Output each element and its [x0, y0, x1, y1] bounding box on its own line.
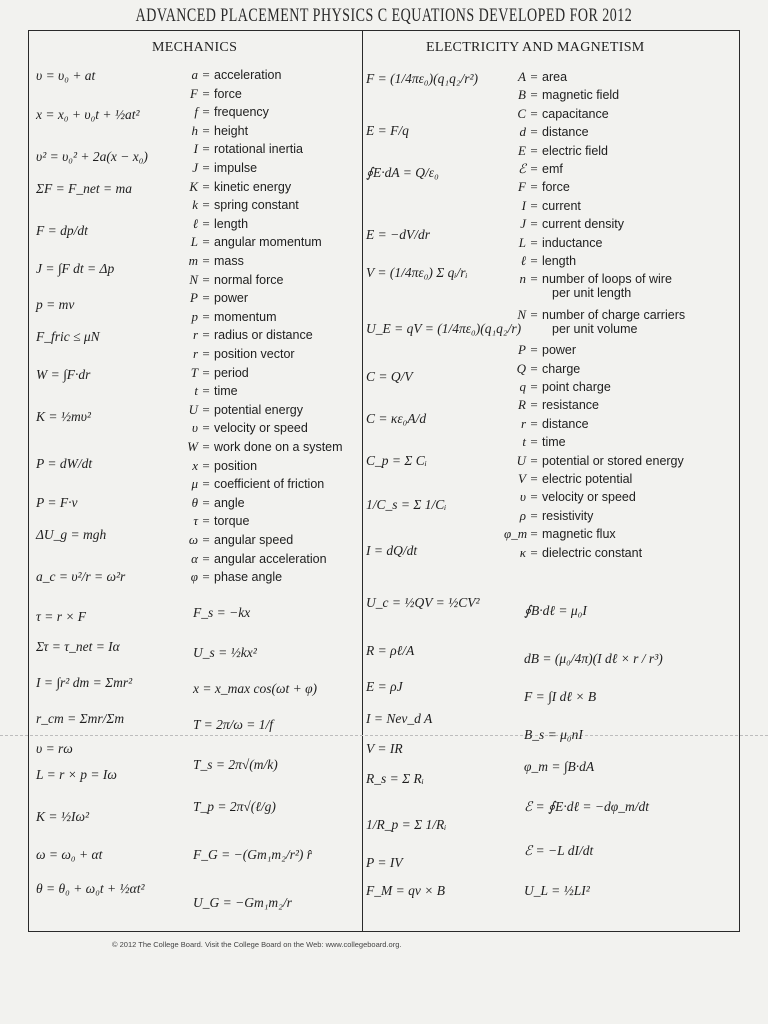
equation: p = mv — [36, 297, 75, 312]
equals-sign: = — [202, 253, 210, 268]
equation: F = (1/4πε₀)(q₁q₂/r²) — [366, 71, 479, 86]
variable-meaning: angular speed — [214, 533, 294, 547]
equals-sign: = — [202, 513, 210, 529]
variable-symbol: P — [190, 290, 198, 306]
equals-sign: = — [202, 215, 210, 231]
equals-sign: = — [530, 234, 538, 250]
variable-meaning: period — [214, 365, 249, 380]
variable-symbol: K — [189, 178, 198, 194]
equals-sign: = — [530, 87, 538, 103]
variable-definition — [504, 271, 672, 301]
equation: υ² = υ₀² + 2a(x − x₀) — [36, 149, 148, 164]
equation: T = 2π/ω = 1/f — [193, 717, 274, 732]
variable-symbol: L — [518, 234, 526, 250]
equals-sign: = — [530, 105, 538, 121]
variable-symbol: U — [188, 401, 198, 417]
variable-meaning: spring constant — [214, 198, 299, 213]
equation: I = dQ/dt — [366, 543, 418, 558]
equation: Στ = τ_net = Iα — [36, 639, 120, 654]
equation: F = ∫I dℓ × B — [524, 689, 597, 704]
variable-definition — [504, 180, 570, 194]
variable-definition — [504, 125, 589, 139]
variable-meaning: resistivity — [542, 508, 594, 523]
variable-definition — [504, 362, 580, 376]
equation: C = Q/V — [366, 369, 413, 384]
equation: R_s = Σ Rᵢ — [366, 771, 424, 786]
equals-sign: = — [202, 122, 210, 138]
equals-sign: = — [202, 383, 210, 399]
variable-meaning: impulse — [214, 161, 258, 175]
variable-meaning: charge — [542, 361, 581, 376]
em-heading: ELECTRICITY AND MAGNETISM — [426, 40, 645, 55]
equals-sign: = — [530, 216, 538, 232]
variable-meaning: force — [214, 86, 242, 101]
variable-definition — [504, 70, 567, 84]
variable-symbol: R — [518, 397, 526, 413]
variable-definition — [176, 366, 249, 380]
variable-symbol: υ — [192, 420, 198, 436]
variable-meaning: rotational inertia — [214, 142, 303, 157]
variable-symbol: r — [520, 415, 526, 431]
equals-sign: = — [530, 142, 538, 158]
variable-meaning: power — [542, 343, 577, 358]
variable-meaning: potential energy — [214, 402, 303, 417]
variable-definition — [176, 87, 242, 101]
variable-meaning: length — [542, 254, 577, 268]
variable-meaning: torque — [214, 514, 250, 529]
equation: R = ρℓ/A — [366, 643, 415, 658]
equation: P = dW/dt — [36, 456, 93, 471]
variable-definition — [176, 273, 283, 287]
variable-meaning: emf — [542, 162, 563, 176]
equation: x = x_max cos(ωt + φ) — [193, 681, 318, 696]
variable-meaning: distance — [542, 416, 589, 431]
variable-meaning: current density — [542, 217, 624, 232]
column-divider — [362, 30, 363, 932]
variable-meaning: kinetic energy — [214, 179, 292, 194]
variable-meaning: magnetic field — [542, 88, 620, 103]
variable-definition — [176, 291, 248, 305]
equation: F_s = −kx — [193, 605, 251, 620]
equation: L = r × p = Iω — [36, 767, 117, 782]
variable-definition — [176, 440, 343, 454]
variable-symbol: φ — [190, 569, 198, 585]
variable-meaning-continued: per unit length — [552, 286, 632, 301]
equation: V = (1/4πε₀) Σ qᵢ/rᵢ — [366, 265, 468, 280]
equation: ΔU_g = mgh — [36, 527, 107, 542]
variable-definition — [504, 490, 636, 504]
variable-symbol: t — [522, 434, 526, 450]
variable-meaning: dielectric constant — [542, 545, 643, 560]
equals-sign: = — [530, 526, 538, 542]
variable-symbol: τ — [193, 513, 198, 529]
equation: F = dp/dt — [36, 223, 88, 238]
equals-sign: = — [530, 507, 538, 523]
equation: P = F·v — [36, 495, 78, 510]
equation: J = ∫F dt = Δp — [36, 261, 115, 276]
equation: B_s = μ₀nI — [524, 727, 583, 742]
equation: U_c = ½QV = ½CV² — [366, 595, 480, 610]
variable-definition — [504, 472, 632, 486]
equals-sign: = — [530, 253, 538, 268]
equals-sign: = — [202, 420, 210, 436]
equation: F_M = qv × B — [366, 883, 445, 898]
equals-sign: = — [202, 141, 210, 157]
equation: U_E = qV = (1/4πε₀)(q₁q₂/r) — [366, 321, 522, 336]
variable-meaning: coefficient of friction — [214, 477, 325, 492]
equation: 1/R_p = Σ 1/Rᵢ — [366, 817, 447, 832]
variable-symbol: J — [192, 160, 198, 175]
equation: K = ½mυ² — [36, 409, 91, 424]
equation: K = ½Iω² — [36, 809, 90, 824]
variable-symbol: A — [518, 69, 526, 84]
equation: υ = υ₀ + at — [36, 68, 96, 83]
variable-meaning: mass — [214, 254, 244, 268]
variable-symbol: F — [190, 85, 198, 101]
equals-sign: = — [202, 494, 210, 510]
equation: ω = ω₀ + αt — [36, 847, 103, 862]
equals-sign: = — [202, 67, 210, 82]
variable-meaning: electric field — [542, 143, 608, 158]
variable-symbol: L — [190, 234, 198, 250]
variable-symbol: ℰ — [518, 161, 526, 176]
variable-definition — [504, 380, 611, 394]
equation: ∮E·dA = Q/ε₀ — [366, 165, 439, 180]
equation: ΣF = F_net = ma — [36, 181, 132, 196]
variable-meaning: power — [214, 291, 249, 306]
equation: I = Nev_d A — [366, 711, 433, 726]
variable-symbol: N — [517, 306, 526, 322]
variable-meaning: inductance — [542, 235, 603, 250]
variable-meaning: area — [542, 70, 568, 84]
variable-symbol: t — [194, 383, 198, 399]
variable-definition — [176, 235, 322, 249]
variable-definition — [504, 162, 563, 176]
equation: τ = r × F — [36, 609, 87, 624]
equation: U_s = ½kx² — [193, 645, 257, 660]
variable-definition — [504, 343, 576, 357]
variable-symbol: k — [192, 197, 198, 213]
variable-symbol: N — [189, 271, 198, 287]
equation: T_p = 2π√(ℓ/g) — [193, 799, 276, 814]
variable-symbol: q — [519, 379, 526, 394]
variable-meaning: position vector — [214, 347, 295, 361]
variable-symbol: f — [194, 104, 198, 120]
variable-symbol: I — [193, 141, 198, 157]
variable-meaning: number of loops of wire — [542, 272, 672, 287]
variable-symbol: n — [519, 271, 526, 287]
variable-symbol: J — [520, 216, 526, 232]
variable-meaning: velocity or speed — [542, 490, 636, 505]
variable-meaning: momentum — [214, 309, 277, 324]
variable-symbol: υ — [520, 489, 526, 505]
variable-symbol: α — [191, 550, 198, 566]
variable-meaning: angular momentum — [214, 235, 322, 250]
variable-meaning: potential or stored energy — [542, 453, 684, 468]
variable-symbol: P — [518, 342, 526, 358]
equals-sign: = — [202, 197, 210, 213]
variable-definition — [504, 435, 566, 449]
equals-sign: = — [530, 179, 538, 195]
variable-meaning: number of charge carriers — [542, 307, 686, 322]
variable-symbol: x — [192, 457, 198, 473]
variable-symbol: p — [191, 308, 198, 324]
equation: ℰ = ∮E·dℓ = −dφ_m/dt — [524, 799, 650, 814]
variable-definition — [504, 527, 616, 541]
variable-symbol: C — [517, 105, 526, 121]
variable-meaning: acceleration — [214, 68, 282, 82]
equation: E = −dV/dr — [366, 227, 430, 242]
equation: dB = (μ₀/4π)(I dℓ × r / r³) — [524, 651, 663, 666]
variable-definition — [176, 68, 281, 82]
variable-symbol: ℓ — [192, 215, 198, 231]
equals-sign: = — [202, 401, 210, 417]
equals-sign: = — [202, 308, 210, 324]
equation: P = IV — [366, 855, 403, 870]
equals-sign: = — [530, 69, 538, 84]
variable-symbol: T — [190, 364, 198, 380]
variable-definition — [176, 570, 282, 584]
variable-definition — [176, 142, 303, 156]
variable-definition — [176, 328, 313, 342]
equals-sign: = — [202, 550, 210, 566]
variable-meaning: radius or distance — [214, 328, 313, 343]
variable-meaning: capacitance — [542, 106, 609, 121]
variable-definition — [176, 347, 295, 361]
equation: r_cm = Σmr/Σm — [36, 711, 125, 726]
equals-sign: = — [530, 360, 538, 376]
variable-definition — [176, 384, 238, 398]
equation: E = ρJ — [366, 679, 403, 694]
variable-symbol: E — [518, 142, 526, 158]
equation: θ = θ₀ + ω₀t + ½αt² — [36, 881, 145, 896]
equation: C_p = Σ Cᵢ — [366, 453, 427, 468]
equals-sign: = — [202, 457, 210, 473]
variable-definition — [504, 217, 624, 231]
equation: a_c = υ²/r = ω²r — [36, 569, 126, 584]
variable-definition — [504, 398, 599, 412]
equals-sign: = — [202, 290, 210, 306]
variable-definition — [176, 421, 308, 435]
variable-definition — [504, 236, 602, 250]
variable-definition — [176, 124, 248, 138]
equation: F_fric ≤ μN — [36, 329, 100, 344]
variable-symbol: V — [518, 471, 526, 486]
variable-symbol: μ — [191, 476, 198, 492]
variable-meaning: velocity or speed — [214, 421, 308, 436]
equals-sign: = — [530, 434, 538, 450]
variable-meaning: work done on a system — [214, 440, 343, 454]
equals-sign: = — [202, 178, 210, 194]
equals-sign: = — [202, 476, 210, 492]
equals-sign: = — [202, 346, 210, 361]
variable-symbol: h — [191, 122, 198, 138]
variable-definition — [176, 477, 324, 491]
equation: ∮B·dℓ = μ₀I — [524, 603, 587, 618]
variable-symbol: r — [192, 327, 198, 343]
variable-definition — [176, 496, 245, 510]
equals-sign: = — [530, 452, 538, 468]
variable-definition — [504, 199, 581, 213]
variable-meaning: distance — [542, 125, 589, 140]
variable-definition — [176, 254, 244, 268]
variable-meaning: frequency — [214, 105, 269, 120]
variable-definition — [176, 217, 248, 231]
equation: E = F/q — [366, 123, 409, 138]
variable-symbol: ρ — [519, 507, 526, 523]
equation: ℰ = −L dI/dt — [524, 843, 594, 858]
variable-definition — [504, 417, 589, 431]
equation: U_G = −Gm₁m₂/r — [193, 895, 292, 910]
variable-symbol: m — [188, 253, 198, 268]
variable-definition — [176, 198, 299, 212]
variable-symbol: a — [191, 67, 198, 82]
equals-sign: = — [530, 544, 538, 560]
variable-meaning: magnetic flux — [542, 527, 616, 542]
variable-definition — [504, 107, 609, 121]
equals-sign: = — [202, 271, 210, 287]
variable-symbol: ℓ — [520, 253, 526, 268]
variable-meaning: phase angle — [214, 570, 283, 585]
equals-sign: = — [530, 415, 538, 431]
equation: φ_m = ∫B·dA — [524, 759, 595, 774]
variable-meaning: height — [214, 123, 249, 138]
variable-meaning: angle — [214, 495, 245, 510]
variable-definition — [176, 459, 257, 473]
variable-definition — [504, 144, 608, 158]
equals-sign: = — [202, 327, 210, 343]
variable-definition — [504, 454, 684, 468]
equals-sign: = — [530, 271, 538, 287]
variable-symbol: U — [516, 452, 526, 468]
variable-definition — [504, 254, 576, 268]
variable-symbol: F — [518, 179, 526, 195]
variable-meaning: length — [214, 216, 249, 231]
variable-definition — [504, 306, 686, 336]
equals-sign: = — [202, 85, 210, 101]
equation: U_L = ½LI² — [524, 883, 590, 898]
equals-sign: = — [202, 104, 210, 120]
variable-meaning: position — [214, 458, 258, 473]
variable-meaning: normal force — [214, 272, 284, 287]
variable-symbol: θ — [191, 494, 198, 510]
variable-symbol: φ_m — [504, 526, 528, 542]
equation: W = ∫F·dr — [36, 367, 91, 382]
variable-definition — [176, 310, 277, 324]
equals-sign: = — [530, 379, 538, 394]
variable-symbol: ω — [188, 532, 198, 547]
equation: 1/C_s = Σ 1/Cᵢ — [366, 497, 447, 512]
equals-sign: = — [530, 342, 538, 358]
variable-definition — [176, 161, 257, 175]
variable-symbol: Q — [516, 360, 526, 376]
equals-sign: = — [530, 197, 538, 213]
variable-symbol: I — [521, 197, 526, 213]
equation: υ = rω — [36, 741, 73, 756]
variable-meaning-continued: per unit volume — [552, 321, 638, 336]
equation: x = x₀ + υ₀t + ½at² — [36, 107, 140, 122]
equals-sign: = — [202, 569, 210, 585]
variable-symbol: W — [187, 439, 198, 454]
variable-definition — [176, 552, 327, 566]
variable-definition — [504, 546, 642, 560]
equals-sign: = — [530, 489, 538, 505]
equation: F_G = −(Gm₁m₂/r²) r̂ — [193, 847, 313, 862]
variable-definition — [504, 509, 593, 523]
variable-definition — [176, 403, 303, 417]
page-title: ADVANCED PLACEMENT PHYSICS C EQUATIONS DEVELOPED FOR 2012 — [135, 6, 633, 27]
equals-sign: = — [530, 124, 538, 140]
equation: C = κε₀A/d — [366, 411, 427, 426]
variable-meaning: time — [542, 435, 566, 450]
equals-sign: = — [202, 160, 210, 175]
variable-definition — [176, 533, 293, 547]
variable-definition — [176, 514, 249, 528]
equation: V = IR — [366, 741, 403, 756]
equation: T_s = 2π√(m/k) — [193, 757, 278, 772]
variable-meaning: electric potential — [542, 472, 633, 486]
equals-sign: = — [202, 439, 210, 454]
equals-sign: = — [530, 161, 538, 176]
variable-meaning: force — [542, 180, 570, 195]
variable-definition — [176, 105, 269, 119]
equals-sign: = — [202, 234, 210, 250]
variable-symbol: r — [192, 346, 198, 361]
variable-definition — [504, 88, 619, 102]
equals-sign: = — [202, 532, 210, 547]
mechanics-heading: MECHANICS — [152, 40, 238, 55]
equation: I = ∫r² dm = Σmr² — [36, 675, 133, 690]
variable-meaning: resistance — [542, 398, 599, 413]
equals-sign: = — [530, 471, 538, 486]
copyright-footer: © 2012 The College Board. Visit the College Board on the Web: www.collegeboard.org. — [112, 940, 402, 949]
variable-meaning: current — [542, 198, 581, 213]
equals-sign: = — [530, 306, 538, 322]
variable-symbol: κ — [519, 544, 526, 560]
variable-meaning: angular acceleration — [214, 551, 327, 566]
variable-meaning: time — [214, 384, 238, 399]
variable-meaning: point charge — [542, 380, 611, 394]
equals-sign: = — [530, 397, 538, 413]
variable-symbol: d — [519, 124, 526, 140]
scan-fold-line — [0, 735, 768, 736]
variable-symbol: B — [518, 87, 526, 103]
variable-definition — [176, 180, 291, 194]
equals-sign: = — [202, 364, 210, 380]
